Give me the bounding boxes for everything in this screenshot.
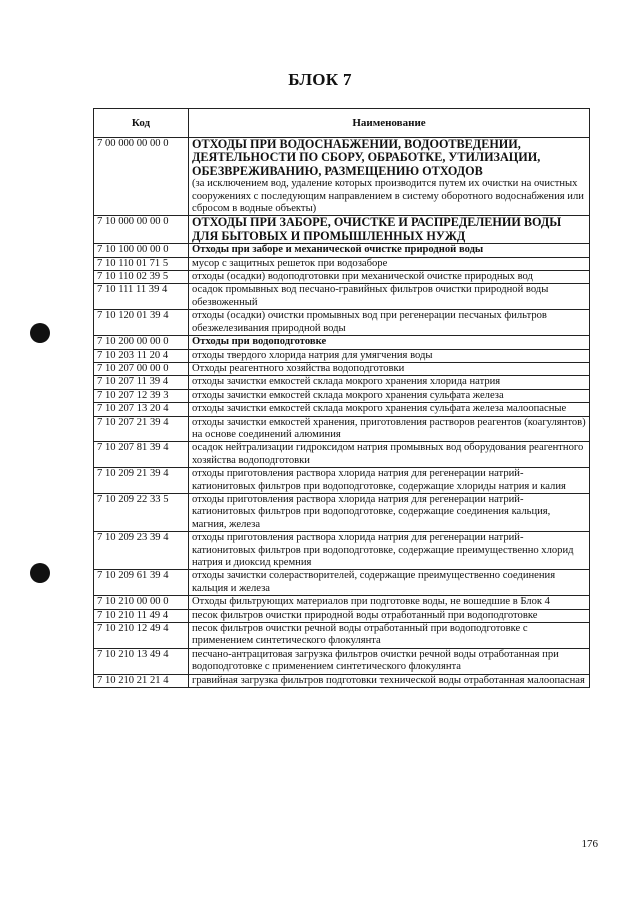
waste-code: 7 10 207 13 20 4 <box>94 403 189 416</box>
waste-name: песчано-антрацитовая загрузка фильтров очистки речной воды отработанная при водоподготовке с применением синтетического флокулянта <box>189 648 590 674</box>
waste-name: отходы твердого хлорида натрия для умягчения воды <box>189 349 590 362</box>
waste-code: 7 10 209 61 39 4 <box>94 570 189 596</box>
table-row <box>94 257 590 270</box>
waste-name: Отходы реагентного хозяйства водоподготовки <box>189 362 590 375</box>
table-row <box>94 244 590 257</box>
waste-name: осадок нейтрализации гидроксидом натрия промывных вод оборудования реагентного хозяйства водоподготовки <box>189 442 590 468</box>
waste-name: ОТХОДЫ ПРИ ЗАБОРЕ, ОЧИСТКЕ И РАСПРЕДЕЛЕНИИ ВОДЫ ДЛЯ БЫТОВЫХ И ПРОМЫШЛЕННЫХ НУЖД <box>189 216 590 244</box>
table-row <box>94 216 590 244</box>
waste-name: мусор с защитных решеток при водозаборе <box>189 257 590 270</box>
waste-name: песок фильтров очистки речной воды отработанный при водоподготовке с применением синтетического флокулянта <box>189 623 590 649</box>
name-column-header: Наименование <box>189 109 590 138</box>
table-row <box>94 416 590 442</box>
waste-code: 7 10 110 02 39 5 <box>94 271 189 284</box>
table-row <box>94 403 590 416</box>
waste-name: отходы зачистки емкостей хранения, приготовления растворов реагентов (коагулянтов) на основе соединений алюминия <box>189 416 590 442</box>
section-title: ОТХОДЫ ПРИ ВОДОСНАБЖЕНИИ, ВОДООТВЕДЕНИИ, ДЕЯТЕЛЬНОСТИ ПО СБОРУ, ОБРАБОТКЕ, УТИЛИЗАЦИИ, ОБЕЗВРЕЖИВАНИЮ, РАЗМЕЩЕНИЮ ОТХОДОВ <box>192 137 541 178</box>
waste-code: 7 10 210 21 21 4 <box>94 674 189 687</box>
table-header-row <box>94 109 590 138</box>
table-row <box>94 493 590 531</box>
table-row <box>94 271 590 284</box>
waste-name: отходы приготовления раствора хлорида натрия для регенерации натрий-катионитовых фильтров при водоподготовке, содержащие хлориды натрия и калия <box>189 468 590 494</box>
waste-code: 7 10 100 00 00 0 <box>94 244 189 257</box>
table-row <box>94 362 590 375</box>
table-row <box>94 389 590 402</box>
table-row <box>94 284 590 310</box>
waste-code: 7 10 207 21 39 4 <box>94 416 189 442</box>
table-row <box>94 596 590 609</box>
waste-name: отходы зачистки емкостей склада мокрого хранения хлорида натрия <box>189 376 590 389</box>
waste-code: 7 10 210 11 49 4 <box>94 609 189 622</box>
block-title: БЛОК 7 <box>288 70 352 89</box>
waste-code: 7 10 000 00 00 0 <box>94 216 189 244</box>
waste-code: 7 00 000 00 00 0 <box>94 138 189 216</box>
table-row <box>94 442 590 468</box>
table-row <box>94 532 590 570</box>
waste-code: 7 10 203 11 20 4 <box>94 349 189 362</box>
waste-name: отходы зачистки емкостей склада мокрого хранения сульфата железа малоопасные <box>189 403 590 416</box>
waste-code: 7 10 120 01 39 4 <box>94 310 189 336</box>
waste-name: отходы приготовления раствора хлорида натрия для регенерации натрий-катионитовых фильтров при водоподготовке, содержащие преимущественно хлорид натрия и диоксид кремния <box>189 532 590 570</box>
waste-name: осадок промывных вод песчано-гравийных фильтров очистки природной воды обезвоженный <box>189 284 590 310</box>
waste-name: отходы (осадки) водоподготовки при механической очистке природных вод <box>189 271 590 284</box>
table-row <box>94 570 590 596</box>
waste-code: 7 10 207 81 39 4 <box>94 442 189 468</box>
waste-code: 7 10 209 21 39 4 <box>94 468 189 494</box>
binder-hole <box>30 563 50 583</box>
waste-name: отходы приготовления раствора хлорида натрия для регенерации натрий-катионитовых фильтров при водоподготовке, содержащие соединения кальция, магния, железа <box>189 493 590 531</box>
code-column-header: Код <box>94 109 189 138</box>
waste-name: Отходы при заборе и механической очистке природной воды <box>189 244 590 257</box>
section-note: (за исключением вод, удаление которых производится путем их очистки на очистных сооружениях с последующим направлением в систему оборотного водоснабжения или сбросом в водные объекты) <box>192 178 584 215</box>
waste-code: 7 10 210 13 49 4 <box>94 648 189 674</box>
waste-code: 7 10 207 11 39 4 <box>94 376 189 389</box>
waste-name: отходы зачистки солерастворителей, содержащие преимущественно соединения кальция и железа <box>189 570 590 596</box>
table-row <box>94 468 590 494</box>
waste-code: 7 10 207 00 00 0 <box>94 362 189 375</box>
waste-name <box>189 138 590 216</box>
table-row <box>94 674 590 687</box>
waste-code: 7 10 209 22 33 5 <box>94 493 189 531</box>
waste-name: гравийная загрузка фильтров подготовки технической воды отработанная малоопасная <box>189 674 590 687</box>
waste-code: 7 10 210 00 00 0 <box>94 596 189 609</box>
table-row <box>94 336 590 349</box>
table-row <box>94 310 590 336</box>
waste-code: 7 10 210 12 49 4 <box>94 623 189 649</box>
waste-name: Отходы при водоподготовке <box>189 336 590 349</box>
waste-name: отходы (осадки) очистки промывных вод при регенерации песчаных фильтров обезжелезивания природной воды <box>189 310 590 336</box>
table-row <box>94 138 590 216</box>
waste-code: 7 10 209 23 39 4 <box>94 532 189 570</box>
waste-name: Отходы фильтрующих материалов при подготовке воды, не вошедшие в Блок 4 <box>189 596 590 609</box>
page-number: 176 <box>581 838 598 850</box>
waste-code: 7 10 207 12 39 3 <box>94 389 189 402</box>
table-row <box>94 623 590 649</box>
table-row <box>94 609 590 622</box>
waste-catalog-table <box>93 108 590 688</box>
waste-code: 7 10 110 01 71 5 <box>94 257 189 270</box>
waste-code: 7 10 200 00 00 0 <box>94 336 189 349</box>
table-row <box>94 648 590 674</box>
waste-name: отходы зачистки емкостей склада мокрого хранения сульфата железа <box>189 389 590 402</box>
waste-name: песок фильтров очистки природной воды отработанный при водоподготовке <box>189 609 590 622</box>
waste-code: 7 10 111 11 39 4 <box>94 284 189 310</box>
table-row <box>94 376 590 389</box>
binder-hole <box>30 323 50 343</box>
table-row <box>94 349 590 362</box>
